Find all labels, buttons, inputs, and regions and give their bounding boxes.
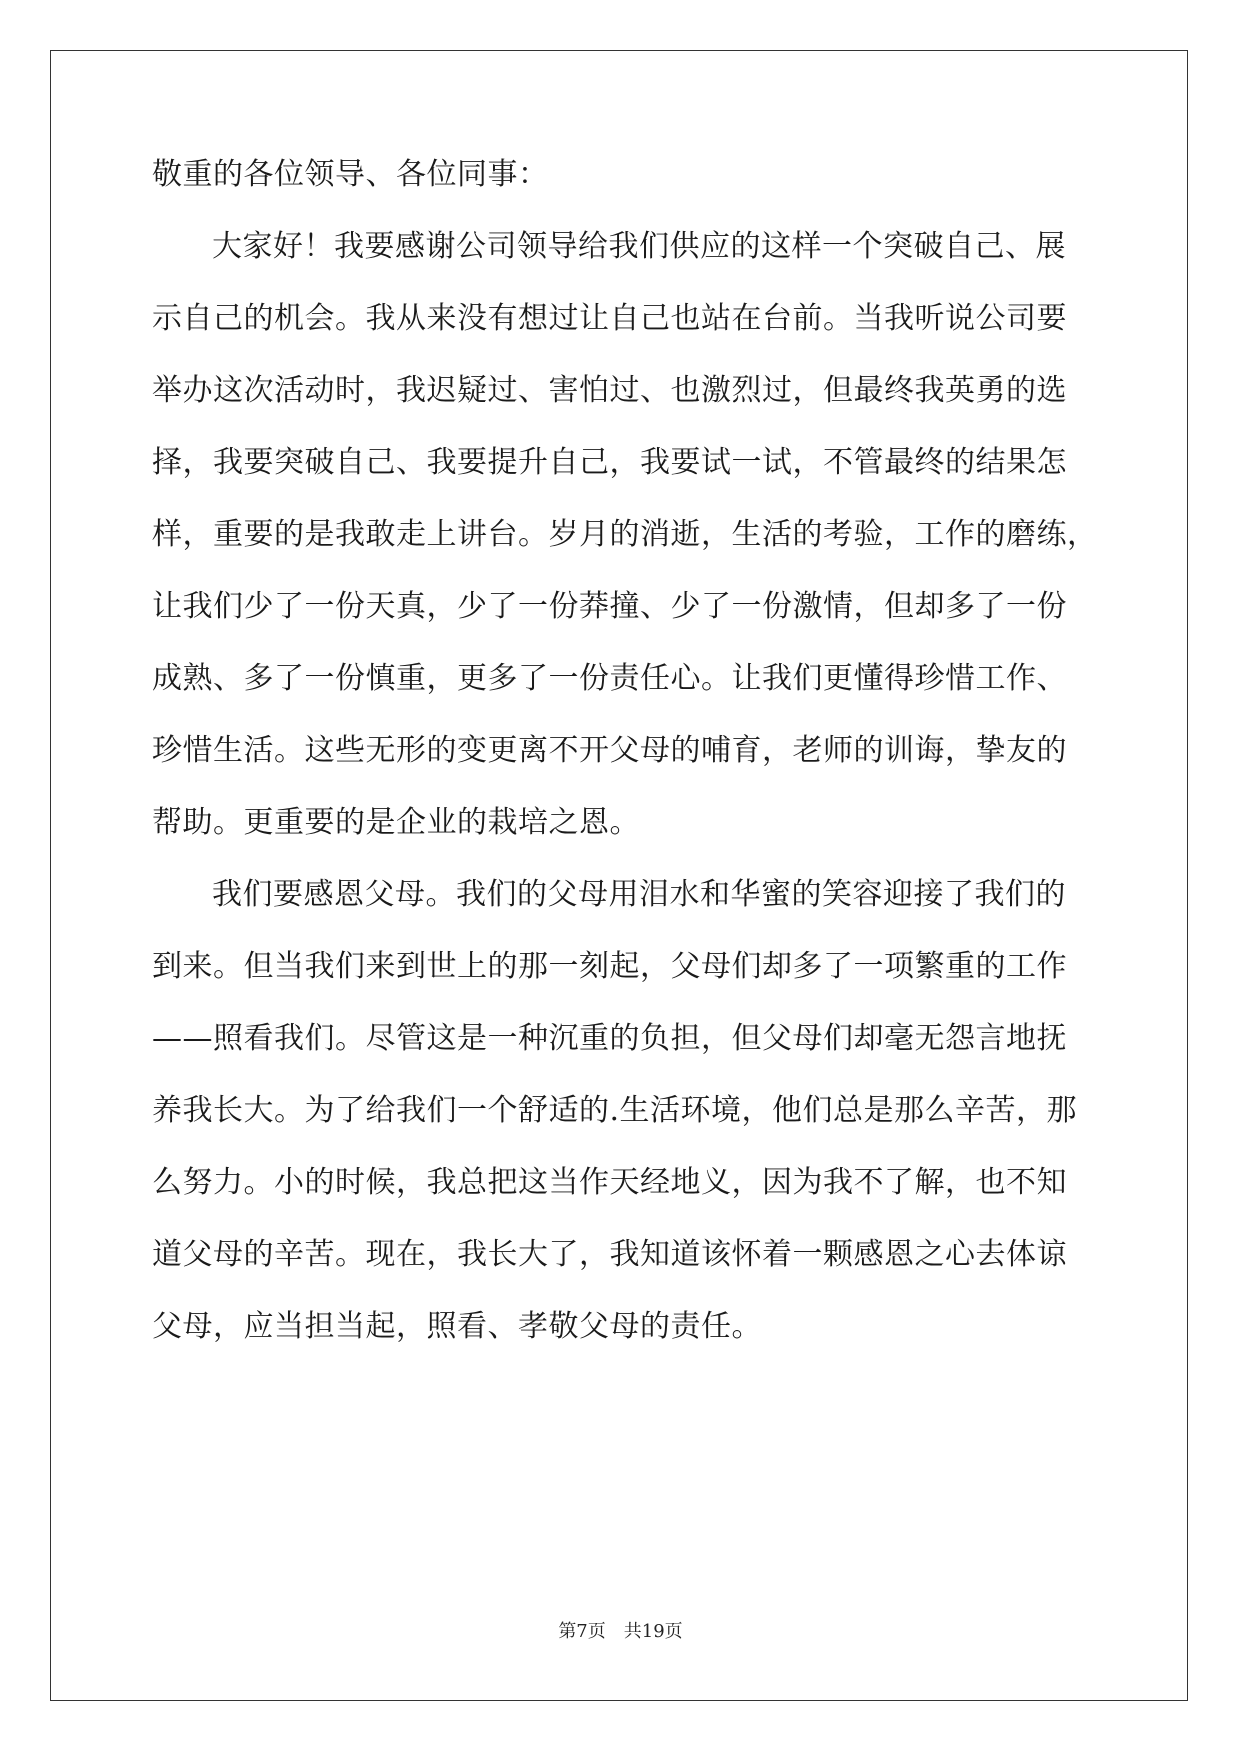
paragraph-1-line-3: 举办这次活动时，我迟疑过、害怕过、也激烈过，但最终我英勇的选 bbox=[152, 373, 1067, 408]
paragraph-1-line-2: 示自己的机会。我从来没有想过让自己也站在台前。当我听说公司要 bbox=[152, 301, 1067, 336]
page-number-footer: 第7页 共19页 bbox=[558, 1621, 683, 1642]
paragraph-1-line-4: 择，我要突破自己、我要提升自己，我要试一试，不管最终的结果怎 bbox=[152, 445, 1067, 480]
paragraph-2-line-1: 我们要感恩父母。我们的父母用泪水和华蜜的笑容迎接了我们的 bbox=[212, 877, 1066, 912]
paragraph-2-line-3: ——照看我们。尽管这是一种沉重的负担，但父母们却毫无怨言地抚 bbox=[152, 1021, 1067, 1056]
paragraph-1-line-1: 大家好！我要感谢公司领导给我们供应的这样一个突破自己、展 bbox=[212, 229, 1066, 264]
paragraph-1-line-8: 珍惜生活。这些无形的变更离不开父母的哺育，老师的训诲，挚友的 bbox=[152, 733, 1067, 768]
paragraph-2-line-2: 到来。但当我们来到世上的那一刻起，父母们却多了一项繁重的工作 bbox=[152, 949, 1067, 984]
paragraph-2-line-4: 养我长大。为了给我们一个舒适的.生活环境，他们总是那么辛苦，那 bbox=[152, 1093, 1078, 1128]
salutation-line: 敬重的各位领导、各位同事： bbox=[152, 157, 549, 192]
paragraph-1-line-5: 样，重要的是我敢走上讲台。岁月的消逝，生活的考验，工作的磨练， bbox=[152, 517, 1098, 552]
paragraph-1-line-6: 让我们少了一份天真，少了一份莽撞、少了一份激情，但却多了一份 bbox=[152, 589, 1067, 624]
paragraph-1-line-9: 帮助。更重要的是企业的栽培之恩。 bbox=[152, 805, 640, 840]
paragraph-2-line-7: 父母，应当担当起，照看、孝敬父母的责任。 bbox=[152, 1309, 762, 1344]
paragraph-2-line-6: 道父母的辛苦。现在，我长大了，我知道该怀着一颗感恩之心去体谅 bbox=[152, 1237, 1067, 1272]
paragraph-1-line-7: 成熟、多了一份慎重，更多了一份责任心。让我们更懂得珍惜工作、 bbox=[152, 661, 1067, 696]
paragraph-2-line-5: 么努力。小的时候，我总把这当作天经地义，因为我不了解，也不知 bbox=[152, 1165, 1067, 1200]
